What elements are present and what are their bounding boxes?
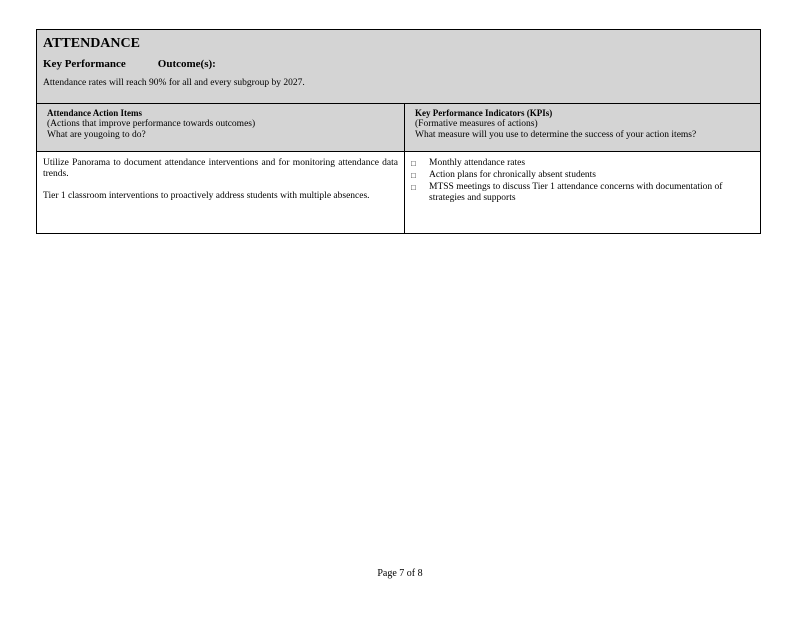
section-header <box>37 30 760 104</box>
kpo-label-part2: Outcome(s): <box>157 58 216 70</box>
action-item-paragraph: Tier 1 classroom interventions to proactively address students with multiple absences. <box>43 191 370 201</box>
checkbox-bullet-icon: □ <box>411 159 416 168</box>
kpi-header <box>405 104 760 152</box>
outcome-text: Attendance rates will reach 90% for all and every subgroup by 2027. <box>43 78 305 88</box>
list-item <box>411 182 754 204</box>
list-item <box>411 158 754 169</box>
columns <box>37 104 760 233</box>
kpi-item-text: Monthly attendance rates <box>429 158 526 168</box>
action-items-heading: Attendance Action Items <box>47 108 142 118</box>
action-items-header <box>37 104 404 152</box>
action-items-question: What are yougoing to do? <box>47 130 146 140</box>
action-items-column <box>37 104 405 233</box>
section-title: ATTENDANCE <box>43 36 140 51</box>
checkbox-bullet-icon: □ <box>411 183 416 192</box>
kpi-item-text: Action plans for chronically absent students <box>429 170 597 180</box>
attendance-section <box>36 29 761 234</box>
checkbox-bullet-icon: □ <box>411 171 416 180</box>
page-number: Page 7 of 8 <box>377 568 423 579</box>
kpi-list <box>411 158 754 204</box>
kpi-item-text: MTSS meetings to discuss Tier 1 attendance concerns with documentation of strategies and supports <box>429 182 723 203</box>
action-items-subheading: (Actions that improve performance towards outcomes) <box>47 119 256 129</box>
kpo-label-part1: Key Performance <box>43 58 126 70</box>
kpi-heading: Key Performance Indicators (KPIs) <box>415 108 553 118</box>
kpi-subheading: (Formative measures of actions) <box>415 119 538 129</box>
key-performance-outcome-label <box>43 58 754 71</box>
action-items-body <box>37 152 404 233</box>
action-item-paragraph: Utilize Panorama to document attendance interventions and for monitoring attendance data trends. <box>43 158 398 179</box>
list-item <box>411 170 754 181</box>
kpi-question: What measure will you use to determine the success of your action items? <box>415 130 697 140</box>
kpi-column <box>405 104 760 233</box>
kpi-body <box>405 152 760 233</box>
